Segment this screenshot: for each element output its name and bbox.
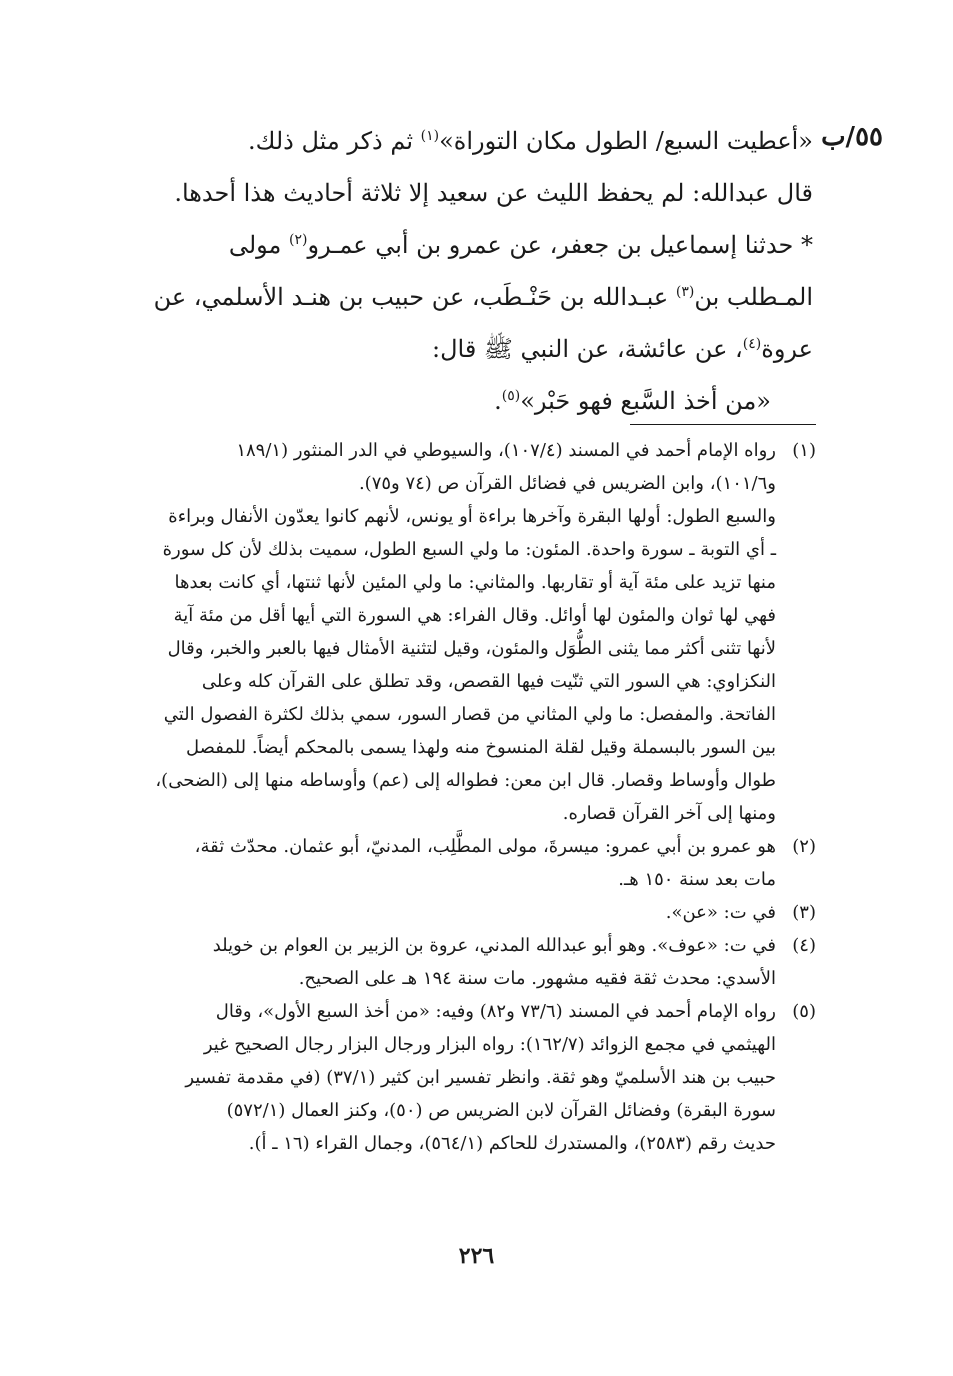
page-number: ٢٢٦: [458, 1243, 495, 1269]
footnote-line: منها تزيد على مئة آية أو تقاربها. والمثاني: ما ولي المئين لأنها ثنتها، أي كانت بعدها: [174, 572, 776, 593]
footnote-1: [136, 434, 816, 500]
footnote-line: طوال وأوساط وقصار. قال ابن معن: فطواله إلى (عم) وأوساطه منها إلى (الضحى)،: [155, 770, 776, 791]
footnote-line: رواه الإمام أحمد في المسند (٧٣/٦ و٨٢) وفيه: «من أخذ السبع الأول»، وقال: [215, 1001, 776, 1022]
main-line: [138, 375, 813, 427]
footnote-body: [136, 830, 776, 896]
footnote-line: فهي لها ثوان والمئون لها أوائل. وقال الفراء: هي السورة التي أيها أقل من مئة آية: [173, 605, 776, 626]
footnote-line: الهيثمي في مجمع الزوائد (١٦٢/٧): رواه البزار ورجال البزار رجال الصحيح غير: [203, 1034, 776, 1055]
footnote-line: و١٠١/٦)، وابن الضريس في فضائل القرآن ص (٧٤ و٧٥).: [358, 473, 776, 494]
footnote-ref: (١): [420, 128, 440, 144]
footnote-line: سورة البقرة) وفضائل القرآن لابن الضريس ص (٥٠)، وكنز العمال (٥٧٢/١): [226, 1100, 776, 1121]
hadith-text: «من أخذ السَّبع فهو حَبْر»: [520, 387, 771, 415]
footnote-line: ومنها إلى آخر القرآن قصاره.: [562, 803, 776, 824]
footnote-body: [136, 929, 776, 995]
footnote-line: هو عمرو بن أبي عمرو: ميسرةَ، مولى المطَّلِب، المدنيّ، أبو عثمان. محدّث ثقة،: [194, 836, 776, 857]
quote-text: «أعطيت السبع/ الطول مكان التوراة»: [439, 127, 813, 155]
footnote-ref: (٢): [289, 232, 308, 248]
main-line: [138, 271, 813, 323]
main-line: [138, 115, 813, 167]
main-line-tail: عبـدالله بن حَنْـطَب، عن حبيب بن هنـد الأسلمي، عن: [153, 283, 676, 311]
main-line-tail: مولى: [228, 231, 290, 259]
footnote-1-commentary: [136, 500, 816, 830]
footnote-body: [136, 995, 776, 1160]
main-line-tail: ، عن عائشة، عن النبي ﷺ قال:: [431, 335, 743, 363]
footnote-divider: [630, 424, 816, 425]
footnote-line: حبيب بن هند الأسلميّ وهو ثقة. وانظر تفسير ابن كثير (٣٧/١) (في مقدمة تفسير: [185, 1067, 776, 1088]
footnote-ref: (٣): [675, 284, 695, 300]
footnote-line: في ت: «عوف». وهو أبو عبدالله المدني، عروة بن الزبير بن العوام بن خويلد: [212, 935, 776, 956]
footnote-line: الفاتحة. والمفصل: ما ولي المثاني من قصار السور، سمي بذلك لكثرة الفصول التي: [163, 704, 776, 725]
footnote-number: (٥): [792, 1001, 816, 1022]
main-line-text: عروة: [761, 335, 813, 363]
main-line-text: المـطلب بن: [694, 283, 813, 311]
main-text: [138, 115, 813, 427]
main-line: [138, 219, 813, 271]
footnote-line: مات بعد سنة ١٥٠ هـ.: [618, 869, 776, 890]
footnote-line: الأسدي: محدث ثقة فقيه مشهور. مات سنة ١٩٤ هـ على الصحيح.: [298, 968, 776, 989]
footnote-line: لأنها تثنى أكثر مما يثنى الطُّوَل والمئون، وقيل لتثنية الأمثال فيها بالعبر والخبر، وقال: [167, 638, 776, 659]
footnote-line: حديث رقم (٢٥٨٣)، والمستدرك للحاكم (٥٦٤/١)، وجمال القراء (١٦ ـ أ).: [248, 1133, 776, 1154]
main-line-text: * حدثنا إسماعيل بن جعفر، عن عمرو بن أبي عمـرو: [307, 231, 813, 259]
footnotes: [136, 434, 816, 1160]
footnote-ref: (٤): [742, 336, 762, 352]
main-line-tail: ثم ذكر مثل ذلك.: [248, 127, 421, 155]
footnote-line: في ت: «عن».: [665, 902, 776, 923]
footnote-3: [136, 896, 816, 929]
footnote-line: والسبع الطول: أولها البقرة وآخرها براءة أو يونس، لأنهم كانوا يعدّون الأنفال وبراءة: [168, 506, 776, 527]
footnote-number: (١): [792, 440, 816, 461]
main-line: [138, 323, 813, 375]
footnote-number: (٢): [792, 836, 816, 857]
footnote-line: رواه الإمام أحمد في المسند (١٠٧/٤)، والسيوطي في الدر المنثور (١٨٩/١: [236, 440, 776, 461]
footnote-line: ـ أي التوبة ـ سورة واحدة. المئون: ما ولي السبع الطول، سميت بذلك لأن كل سورة: [162, 539, 776, 560]
footnote-ref: (٥): [501, 388, 521, 404]
main-line-tail: .: [494, 387, 502, 415]
footnote-number: (٤): [792, 935, 816, 956]
folio-marker: ٥٥/ب: [821, 122, 883, 152]
footnote-2: [136, 830, 816, 896]
footnote-5: [136, 995, 816, 1160]
footnote-4: [136, 929, 816, 995]
main-line: قال عبدالله: لم يحفظ الليث عن سعيد إلا ثلاثة أحاديث هذا أحدها.: [174, 179, 813, 207]
footnote-line: بين السور بالبسملة وقيل لقلة المنسوخ منه ولهذا يسمى بالمحكم أيضاً. للمفصل: [185, 737, 776, 758]
footnote-line: النكزاوي: هي السور التي ثنّيت فيها القصص، وقد تطلق على القرآن كله وعلى: [201, 671, 776, 692]
footnote-number: (٣): [792, 902, 816, 923]
footnote-body: [136, 896, 776, 929]
footnote-body: [136, 434, 776, 500]
